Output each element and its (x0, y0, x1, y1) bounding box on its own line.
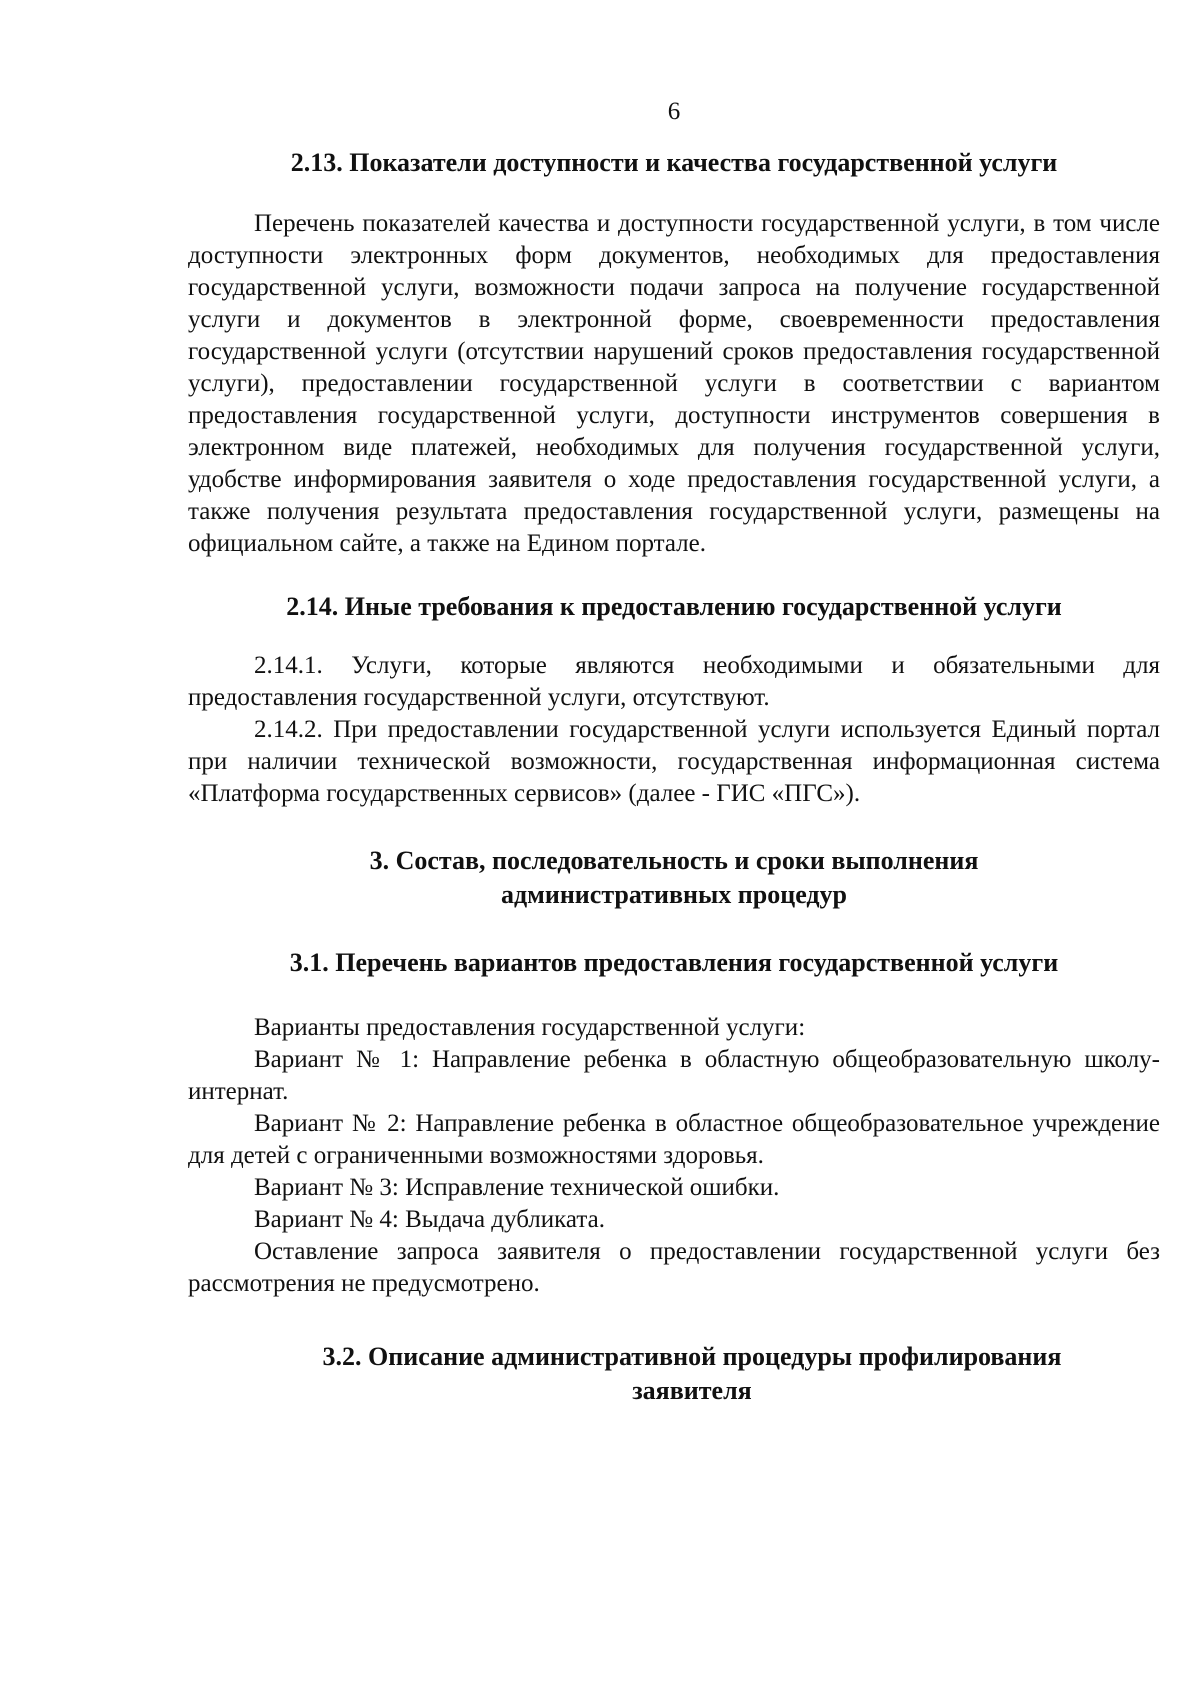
heading-3-2-line1: 3.2. Описание административной процедуры профилирования (322, 1342, 1062, 1371)
paragraph-2-14-2: 2.14.2. При предоставлении государственной услуги используется Единый портал при наличии технической возможности, государственная информационная система «Платформа государственных сервисов» (далее - ГИС «ПГС»). (188, 716, 1160, 807)
heading-3-2-line2: заявителя (632, 1376, 752, 1405)
paragraph-variant-1: Вариант № 1: Направление ребенка в областную общеобразовательную школу-интернат. (188, 1046, 1160, 1105)
paragraph-3-1-intro: Варианты предоставления государственной услуги: (254, 1014, 806, 1041)
heading-section-3-line2: административных процедур (500, 880, 848, 909)
heading-section-3 (188, 844, 1160, 912)
page-number: 6 (667, 98, 681, 125)
heading-2-14: 2.14. Иные требования к предоставлению государственной услуги (286, 592, 1062, 621)
paragraph-2-14-1: 2.14.1. Услуги, которые являются необходимыми и обязательными для предоставления государственной услуги, отсутствуют. (188, 652, 1160, 711)
paragraph-variant-2: Вариант № 2: Направление ребенка в областное общеобразовательное учреждение для детей с ограниченными возможностями здоровья. (188, 1110, 1160, 1169)
paragraph-2-13: Перечень показателей качества и доступности государственной услуги, в том числе доступности электронных форм документов, необходимых для предоставления государственной услуги, возможности подачи запроса на получение государственной услуги и документов в электронной форме, своевременности предоставления государственной услуги (отсутствии нарушений сроков предоставления государственной услуги), предоставлении государственной услуги в соответствии с вариантом предоставления государственной услуги, доступности инструментов совершения в электронном виде платежей, необходимых для получения государственной услуги, удобстве информирования заявителя о ходе предоставления государственной услуги, а также получения результата предоставления государственной услуги, размещены на официальном сайте, а также на Едином портале. (188, 210, 1160, 557)
heading-section-3-line1: 3. Состав, последовательность и сроки выполнения (369, 846, 979, 875)
paragraph-3-1-closing: Оставление запроса заявителя о предоставлении государственной услуги без рассмотрения не предусмотрено. (188, 1238, 1160, 1297)
paragraph-variant-4: Вариант № 4: Выдача дубликата. (254, 1206, 605, 1233)
page-content (188, 96, 1160, 1408)
paragraph-variant-3: Вариант № 3: Исправление технической ошибки. (254, 1174, 780, 1201)
heading-3-1: 3.1. Перечень вариантов предоставления государственной услуги (289, 948, 1059, 977)
heading-3-2 (188, 1340, 1160, 1408)
heading-2-13: 2.13. Показатели доступности и качества государственной услуги (290, 148, 1058, 177)
